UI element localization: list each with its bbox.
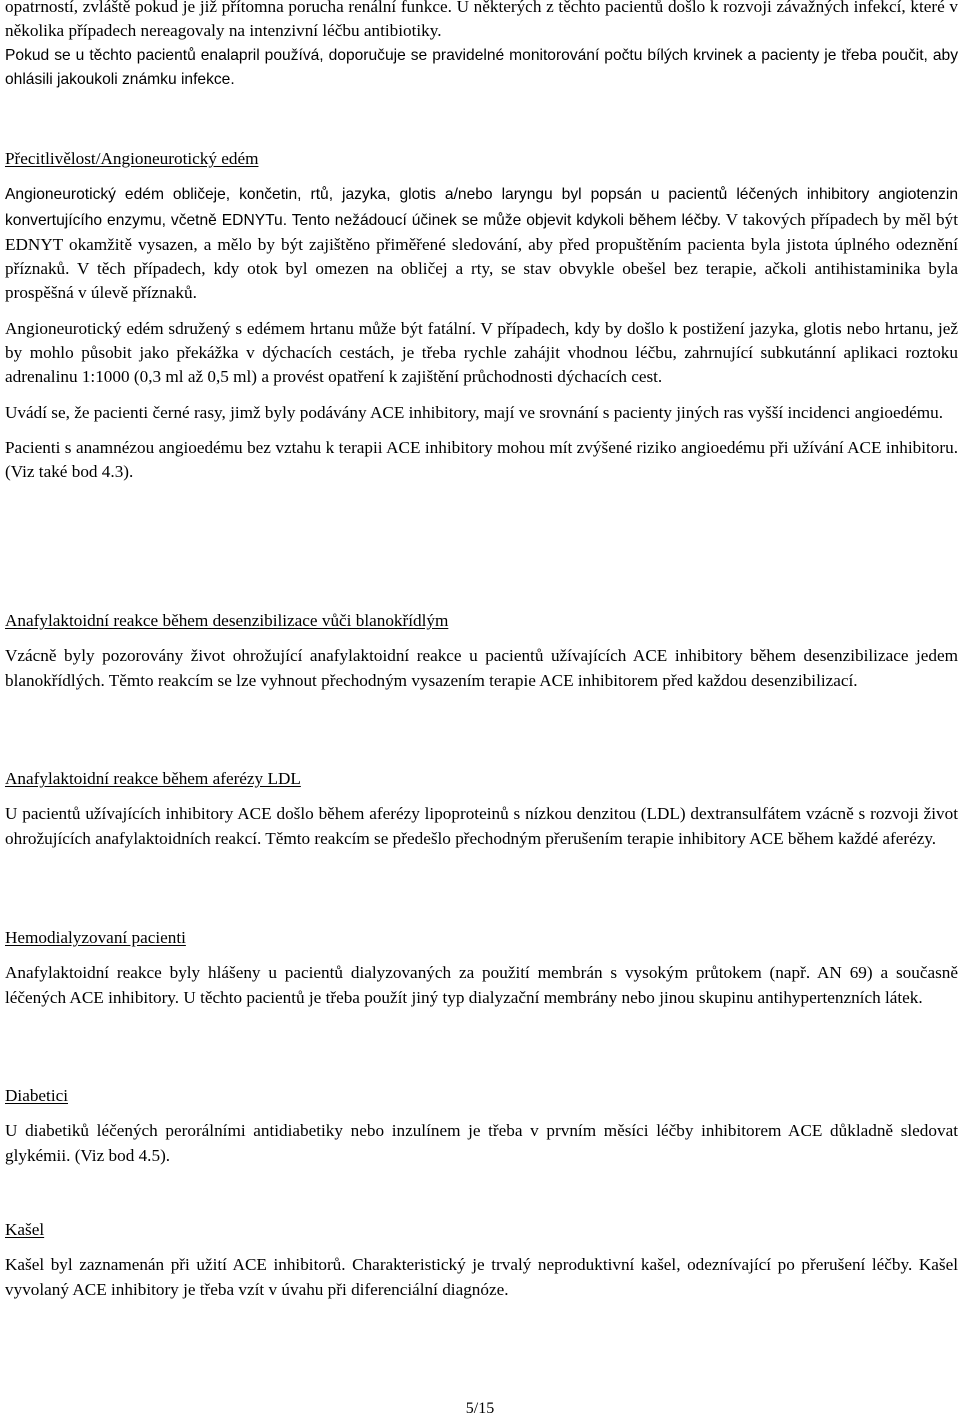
- section-heading-cough: Kašel: [5, 1220, 45, 1239]
- desensitization-paragraph: Vzácně byly pozorovány život ohrožující anafylaktoidní reakce u pacientů užívajících ACE inhibitory během desenzibilizace jedem blanokřídlých. Těmto reakcím se lze vyhnout přechodným vysazením terapie ACE inhibitorem před každou desenzibilizací.: [5, 646, 958, 690]
- section-heading-angioedema: Přecitlivělost/Angioneurotický edém: [5, 149, 259, 168]
- ldl-apheresis-paragraph: U pacientů užívajících inhibitory ACE došlo během aferézy lipoproteinů s nízkou denzitou (LDL) dextransulfátem vzácně s rozvoji život ohrožujících anafylaktoidních reakcí. Těmto reakcím se předešlo přechodným přerušením terapie inhibitory ACE během každé aferézy.: [5, 804, 958, 848]
- section-hemodialysis: [5, 926, 958, 1010]
- cough-paragraph: Kašel byl zaznamenán při užití ACE inhibitorů. Charakteristický je trvalý neproduktivní kašel, odeznívající po přerušení léčby. Kašel vyvolaný ACE inhibitory je třeba vzít v úvahu při diferenciální diagnóze.: [5, 1255, 958, 1299]
- section-heading-ldl-apheresis: Anafylaktoidní reakce během aferézy LDL: [5, 769, 301, 788]
- angioedema-paragraph-4: Pacienti s anamnézou angioedému bez vztahu k terapii ACE inhibitory mohou mít zvýšené riziko angioedému při užívání ACE inhibitoru. (Viz také bod 4.3).: [5, 437, 958, 482]
- document-page: [5, 0, 958, 1299]
- section-heading-diabetics: Diabetici: [5, 1086, 68, 1105]
- section-heading-desensitization: Anafylaktoidní reakce během desenzibilizace vůči blanokřídlým: [5, 611, 449, 630]
- diabetics-paragraph: U diabetiků léčených perorálními antidiabetiky nebo inzulínem je třeba v prvním měsíci léčby inhibitorem ACE důkladně sledovat glykémii. (Viz bod 4.5).: [5, 1121, 958, 1165]
- intro-monitoring-paragraph: Pokud se u těchto pacientů enalapril používá, doporučuje se pravidelné monitorování počtu bílých krvinek a pacienty je třeba poučit, aby ohlásili jakoukoli známku infekce.: [5, 46, 958, 88]
- angioedema-paragraph-2: Angioneurotický edém sdružený s edémem hrtanu může být fatální. V případech, kdy by došlo k postižení jazyka, glotis nebo hrtanu, jež by mohlo působit jako překážka v dýchacích cestách, je třeba rychle zahájit vhodnou léčbu, zahrnující subkutánní aplikaci roztoku adrenalinu 1:1000 (0,3 ml až 0,5 ml) a provést opatření k zajištění průchodnosti dýchacích cest.: [5, 318, 958, 387]
- section-desensitization: [5, 609, 958, 693]
- angioedema-paragraph-3: Uvádí se, že pacienti černé rasy, jimž byly podávány ACE inhibitory, mají ve srovnání s pacienty jiných ras vyšší incidenci angioedému.: [5, 402, 944, 422]
- angioedema-paragraph-1a: Angioneurotický edém obličeje, končetin, rtů, jazyka, glotis a/nebo laryngu byl popsán u pacientů léčených inhibitory angiotenzin konvertujícího enzymu, včetně EDNYTu. Tento nežádoucí účinek se může objevit kdykoli během léčby.: [5, 186, 958, 229]
- hemodialysis-paragraph: Anafylaktoidní reakce byly hlášeny u pacientů dialyzovaných za použití membrán s vysokým průtokem (např. AN 69) a současně léčených ACE inhibitory. U těchto pacientů je třeba použít jiný typ dialyzační membrány nebo jinou skupinu antihypertenzních látek.: [5, 963, 958, 1007]
- intro-continued-paragraph: opatrností, zvláště pokud je již přítomna porucha renální funkce. U některých z těchto pacientů došlo k rozvoji závažných infekcí, které v několika případech nereagovaly na intenzivní léčbu antibiotiky.: [5, 0, 958, 41]
- angioedema-paragraph-1: [5, 182, 958, 305]
- section-cough: [5, 1218, 958, 1302]
- section-ldl-apheresis: [5, 767, 958, 851]
- section-angioedema: [5, 147, 958, 485]
- section-heading-hemodialysis: Hemodialyzovaní pacienti: [5, 928, 186, 947]
- angioedema-paragraph-1b: V takových případech by měl být EDNYT okamžitě vysazen, a mělo by být zajištěno přiměřené sledování, aby před propuštěním pacienta byla jistota úplného odeznění příznaků. V těch případech, kdy otok byl omezen na obličej a rty, se stav obvykle obešel bez terapie, ačkoli antihistaminika byla prospěšná v úlevě příznaků.: [5, 209, 958, 303]
- section-diabetics: [5, 1084, 958, 1168]
- intro-block: [5, 0, 958, 92]
- page-number: 5/15: [465, 1400, 495, 1417]
